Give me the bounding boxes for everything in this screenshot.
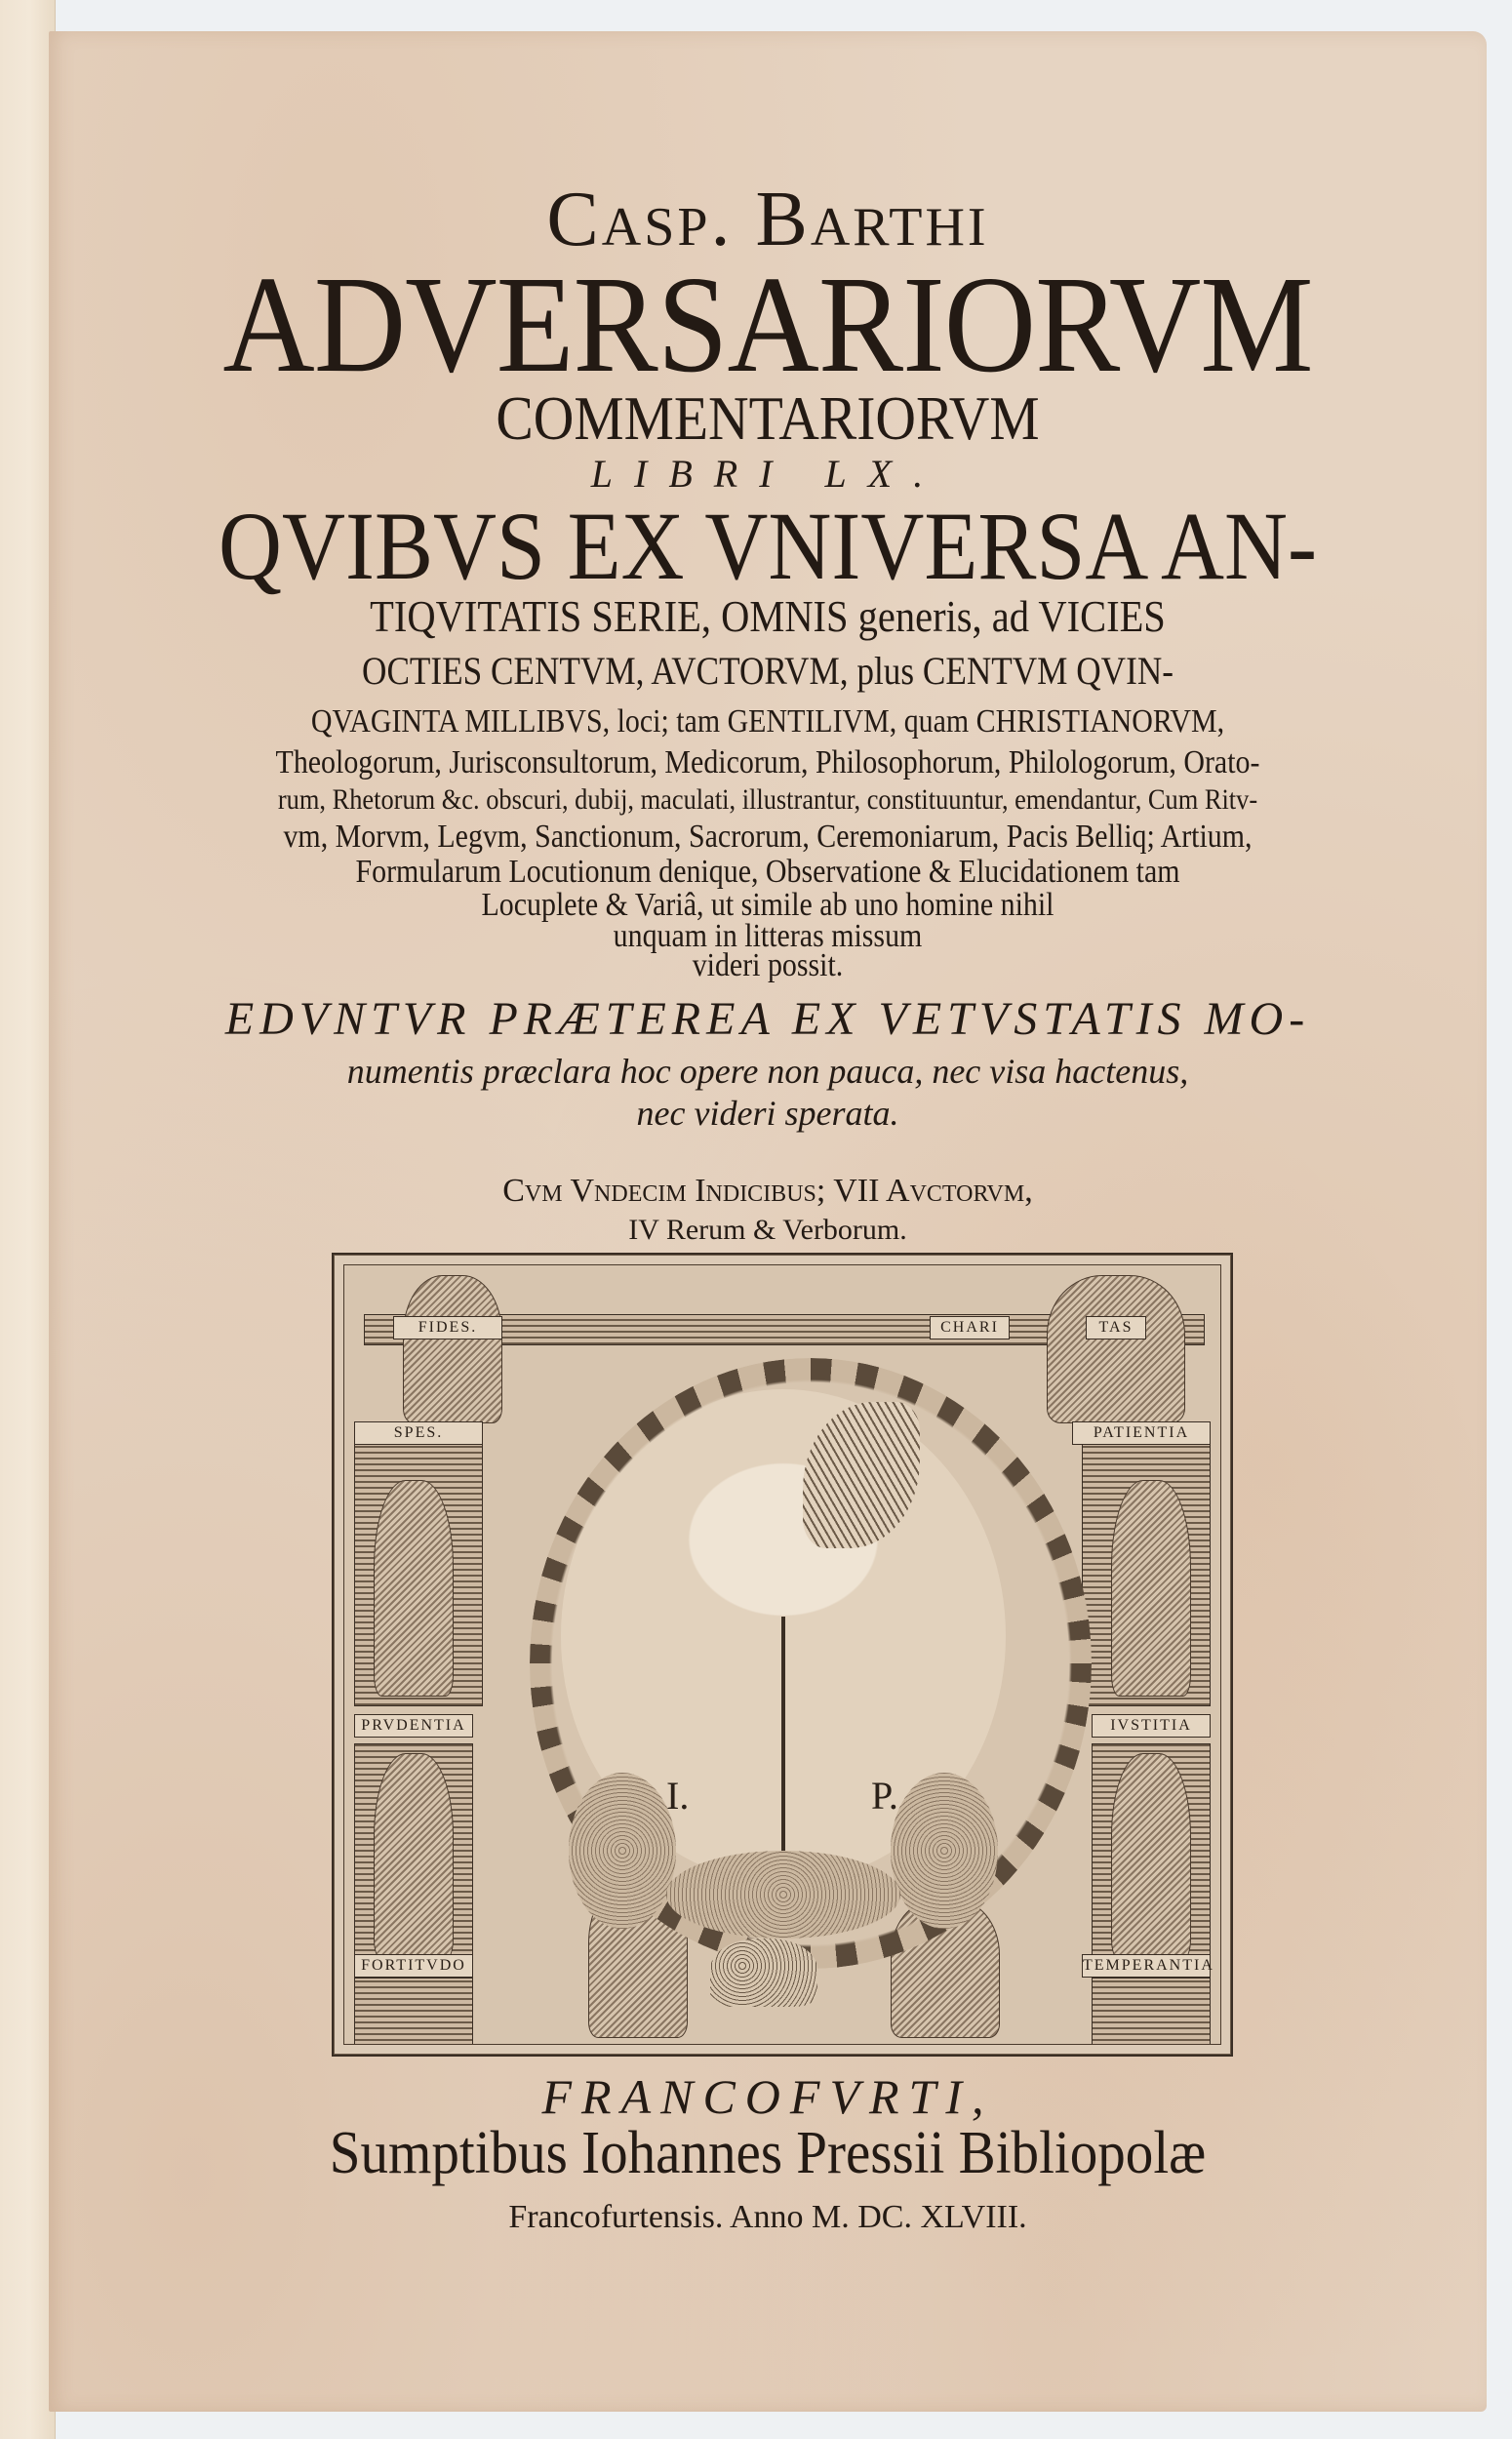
eduntur-line: EDVNTVR PRÆTEREA EX VETVSTATIS MO- <box>224 993 1311 1045</box>
numentis-line: numentis præclara hoc opere non pauca, nec visa hactenus, <box>346 1052 1189 1091</box>
label-iustitia: IVSTITIA <box>1092 1714 1211 1738</box>
libri-line: LIBRI LX. <box>590 452 945 496</box>
body-line: Theologorum, Jurisconsultorum, Medicorum, Philosophorum, Philologorum, Orato- <box>275 744 1260 780</box>
author-line: Casp. Barthi <box>546 177 989 262</box>
body-line: videri possit. <box>692 947 844 983</box>
indices-line: Cvm Vndecim Indicibus; VII Avctorvm, <box>502 1173 1033 1209</box>
indices-line-2: IV Rerum & Verborum. <box>628 1214 907 1246</box>
body-line: TIQVITATIS SERIE, OMNIS generis, ad VICIES <box>370 591 1166 641</box>
body-line: vm, Morvm, Legvm, Sanctionum, Sacrorum, Ceremoniarum, Pacis Belliq; Artium, <box>283 819 1253 855</box>
clasped-hands-cloud <box>666 1851 900 1939</box>
main-title: ADVERSARIORVM <box>222 247 1313 401</box>
body-line: rum, Rhetorum &c. obscuri, dubij, maculati, illustrantur, constituuntur, emendantur, Cum Ritv- <box>277 783 1258 816</box>
patientia-figure <box>1111 1480 1191 1697</box>
body-line: OCTIES CENTVM, AVCTORVM, plus CENTVM QVIN- <box>362 649 1174 693</box>
quibus-line: QVIBVS EX VNIVERSA AN- <box>219 492 1317 600</box>
cloud-left <box>569 1773 676 1929</box>
spes-figure <box>374 1480 454 1697</box>
facing-page-edge <box>0 0 56 2439</box>
lion-icon <box>710 1939 817 2007</box>
imprint-publisher: Sumptibus Iohannes Pressii Bibliopolæ <box>329 2120 1207 2186</box>
iustitia-figure <box>1111 1753 1191 1960</box>
subtitle: COMMENTARIORVM <box>496 383 1040 453</box>
label-fides: FIDES. <box>393 1316 502 1339</box>
label-prudentia: PRVDENTIA <box>354 1714 473 1738</box>
label-temperantia: TEMPERANTIA <box>1082 1954 1211 1978</box>
label-fortitudo: FORTITVDO <box>354 1954 473 1978</box>
body-line: Formularum Locutionum denique, Observatione & Elucidationem tam <box>355 854 1180 890</box>
prudentia-figure <box>374 1753 454 1960</box>
fides-figure <box>403 1275 502 1423</box>
charitas-figure <box>1047 1275 1185 1423</box>
right-pedestal <box>1092 1978 1211 2045</box>
body-line: Locuplete & Variâ, ut simile ab uno homine nihil <box>481 887 1054 923</box>
printers-device-engraving <box>332 1253 1233 2057</box>
label-charitas-right: TAS <box>1086 1316 1146 1339</box>
body-line: QVAGINTA MILLIBVS, loci; tam GENTILIVM, quam CHRISTIANORVM, <box>310 703 1225 740</box>
left-pedestal <box>354 1978 473 2045</box>
label-charitas-left: CHARI <box>930 1316 1010 1339</box>
label-spes: SPES. <box>354 1421 483 1445</box>
imprint-year: Francofurtensis. Anno M. DC. XLVIII. <box>508 2199 1027 2235</box>
title-page <box>49 31 1487 2412</box>
nec-line: nec videri sperata. <box>636 1094 899 1133</box>
label-patientia: PATIENTIA <box>1072 1421 1211 1445</box>
cloud-right <box>891 1773 998 1929</box>
initial-right: P. <box>871 1774 898 1818</box>
initial-left: I. <box>666 1774 690 1818</box>
body-line: unquam in litteras missum <box>613 918 923 954</box>
imprint-city: FRANCOFVRTI, <box>541 2069 994 2124</box>
